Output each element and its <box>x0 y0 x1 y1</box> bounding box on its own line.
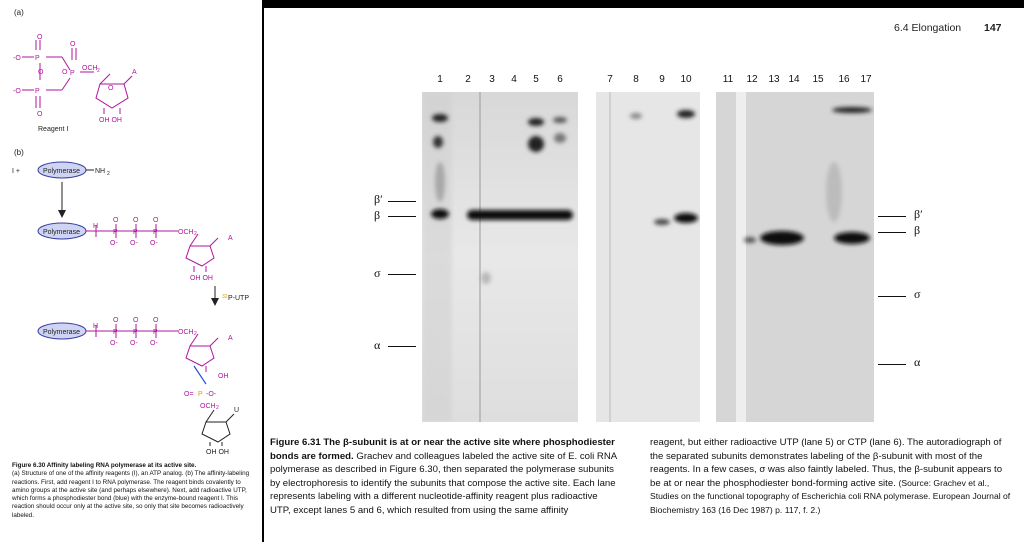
marker-alpha-right: α <box>914 355 921 369</box>
arrow-alpha-left <box>388 346 416 347</box>
marker-sigma-right: σ <box>914 287 921 301</box>
svg-text:P: P <box>113 229 118 236</box>
arrow-sigma-right <box>878 296 906 297</box>
svg-text:O-: O- <box>150 340 158 347</box>
lane-number: 2 <box>465 74 471 85</box>
gel-panel-1 <box>422 92 578 422</box>
lane-number: 13 <box>768 74 780 85</box>
figure-6-30-body: (a) Structure of one of the affinity reagents (I), an ATP analog. (b) The affinity-labeling reactions. First, add reagent I to RNA polymerase. The reagent binds covalently to amino groups at the active site (and perhaps elsewhere). Next, add radioactive UTP, which forms a phosphodiester bond (blue) with the enzyme-bound reagent I. This reaction should occur only at the active site, so only that site becomes radioactively labeled. <box>12 470 250 519</box>
arrow-alpha-right <box>878 364 906 365</box>
figure-6-30-title: Figure 6.30 Affinity labeling RNA polymerase at its active site. <box>12 462 197 469</box>
svg-text:2: 2 <box>194 231 197 237</box>
lane-number: 1 <box>437 74 443 85</box>
labeling-reaction-diagram <box>0 156 262 456</box>
svg-text:H: H <box>93 223 99 230</box>
figure-6-31-title: Figure 6.31 The β-subunit is at or near the active site where phosphodiester bonds are formed. <box>270 437 615 462</box>
lane-number: 5 <box>533 74 539 85</box>
svg-text:O-: O- <box>110 240 118 247</box>
svg-text:O: O <box>113 317 119 324</box>
svg-text:-O-: -O- <box>206 391 217 398</box>
marker-alpha-left: α <box>374 338 381 352</box>
figure-6-31-source: (Source: Grachev et al., Studies on the functional topography of Escherichia coli RNA polymerase. European Journal of Biochemistry 163 (16 Dec 1987) p. 117, f. 2.) <box>650 477 1011 516</box>
section-header: 6.4 Elongation <box>894 22 962 34</box>
panel-a-label: (a) <box>14 8 24 17</box>
svg-text:2: 2 <box>194 331 197 337</box>
figure-6-31-caption-right <box>650 436 1012 518</box>
plus-prefix: I + <box>12 168 20 175</box>
svg-text:U: U <box>234 407 240 414</box>
svg-text:P: P <box>70 70 75 77</box>
svg-text:O: O <box>37 111 43 118</box>
svg-text:P: P <box>113 329 118 336</box>
gel-panel-2 <box>596 92 700 422</box>
svg-text:OH: OH <box>218 373 229 380</box>
reagent-i-structure <box>0 30 160 130</box>
svg-text:OCH: OCH <box>200 403 216 410</box>
svg-text:OCH: OCH <box>178 229 194 236</box>
panel-b-label: (b) <box>14 148 24 157</box>
svg-text:2: 2 <box>107 171 110 177</box>
lane-number: 4 <box>511 74 517 85</box>
svg-text:-O: -O <box>13 55 21 62</box>
polymerase-label-2: Polymerase <box>43 229 80 236</box>
gel-panel-3 <box>716 92 874 422</box>
arrow-sigma-left <box>388 274 416 275</box>
svg-text:O-: O- <box>130 340 138 347</box>
right-page <box>264 8 1024 542</box>
figure-6-31-body-1: Grachev and colleagues labeled the active site of E. coli RNA polymerase as described in Figure 6.30, then separated the polymerase subunits by electrophoresis to identify the subunits that compose the active site. Each lane represents labeling with a different nucleotide-affinity reagent plus radioactive UTP, except lanes 5 and 6, which resulted from using the same affinity <box>270 450 617 517</box>
nh2-label: NH <box>95 168 106 175</box>
polymerase-label-1: Polymerase <box>43 168 80 175</box>
svg-text:O: O <box>37 34 43 41</box>
figure-6-30-caption <box>12 462 256 520</box>
marker-beta-right: β <box>914 223 921 237</box>
svg-text:O-: O- <box>150 240 158 247</box>
lane-number: 15 <box>812 74 824 85</box>
arrow-beta-right <box>878 232 906 233</box>
svg-text:H: H <box>93 323 99 330</box>
marker-beta-left: β <box>374 208 381 222</box>
svg-text:P: P <box>133 329 138 336</box>
svg-text:OCH: OCH <box>178 329 194 336</box>
arrow-beta-prime-right <box>878 216 906 217</box>
figure-6-31-caption-left <box>270 436 618 518</box>
lane-number: 7 <box>607 74 613 85</box>
marker-beta-prime-left: β′ <box>374 192 383 206</box>
svg-text:O: O <box>133 317 139 324</box>
svg-text:O-: O- <box>130 240 138 247</box>
svg-text:O=: O= <box>184 391 194 398</box>
arrow-beta-left <box>388 216 416 217</box>
svg-text:2: 2 <box>216 405 219 411</box>
left-page <box>0 0 262 542</box>
polymerase-label-3: Polymerase <box>43 329 80 336</box>
svg-text:O: O <box>153 317 159 324</box>
svg-text:OH OH: OH OH <box>206 449 229 456</box>
utp-label: P-UTP <box>228 295 249 302</box>
svg-text:P: P <box>198 391 203 398</box>
lane-number: 16 <box>838 74 850 85</box>
svg-text:O: O <box>113 217 119 224</box>
svg-text:P: P <box>133 229 138 236</box>
lane-number: 9 <box>659 74 665 85</box>
lane-number: 3 <box>489 74 495 85</box>
svg-text:O-: O- <box>110 340 118 347</box>
svg-text:32: 32 <box>222 294 228 300</box>
svg-text:P: P <box>153 329 158 336</box>
svg-text:O: O <box>153 217 159 224</box>
svg-text:O: O <box>70 41 76 48</box>
svg-text:OH OH: OH OH <box>190 275 213 282</box>
svg-text:O: O <box>62 69 68 76</box>
svg-text:P: P <box>35 55 40 62</box>
lane-number: 8 <box>633 74 639 85</box>
lane-number: 12 <box>746 74 758 85</box>
marker-sigma-left: σ <box>374 266 381 280</box>
svg-text:O: O <box>133 217 139 224</box>
arrow-beta-prime-left <box>388 201 416 202</box>
figure-6-31-body-2: reagent, but either radioactive UTP (lane 5) or CTP (lane 6). The autoradiograph of the separated subunits demonstrates labeling of the β-subunit with most of the reagents. In a few cases, σ was also faintly labeled. Thus, the β-subunit appears to be at or near the phosphodiester bond-forming active site. <box>650 437 1003 489</box>
svg-text:OCH: OCH <box>82 65 98 72</box>
svg-text:O: O <box>38 69 44 76</box>
marker-beta-prime-right: β′ <box>914 207 923 221</box>
reagent-label: Reagent I <box>38 126 69 133</box>
lane-number: 14 <box>788 74 800 85</box>
svg-text:P: P <box>153 229 158 236</box>
base-a-label: A <box>132 69 137 76</box>
page-number: 147 <box>984 22 1002 34</box>
svg-text:P: P <box>35 88 40 95</box>
svg-text:A: A <box>228 335 233 342</box>
lane-number: 6 <box>557 74 563 85</box>
svg-text:A: A <box>228 235 233 242</box>
lane-number: 17 <box>860 74 872 85</box>
svg-text:-O: -O <box>13 88 21 95</box>
svg-text:O: O <box>108 85 114 92</box>
svg-text:2: 2 <box>97 68 100 74</box>
lane-number: 10 <box>680 74 692 85</box>
ribose-oh-label: OH OH <box>99 117 122 124</box>
lane-number: 11 <box>722 74 734 85</box>
